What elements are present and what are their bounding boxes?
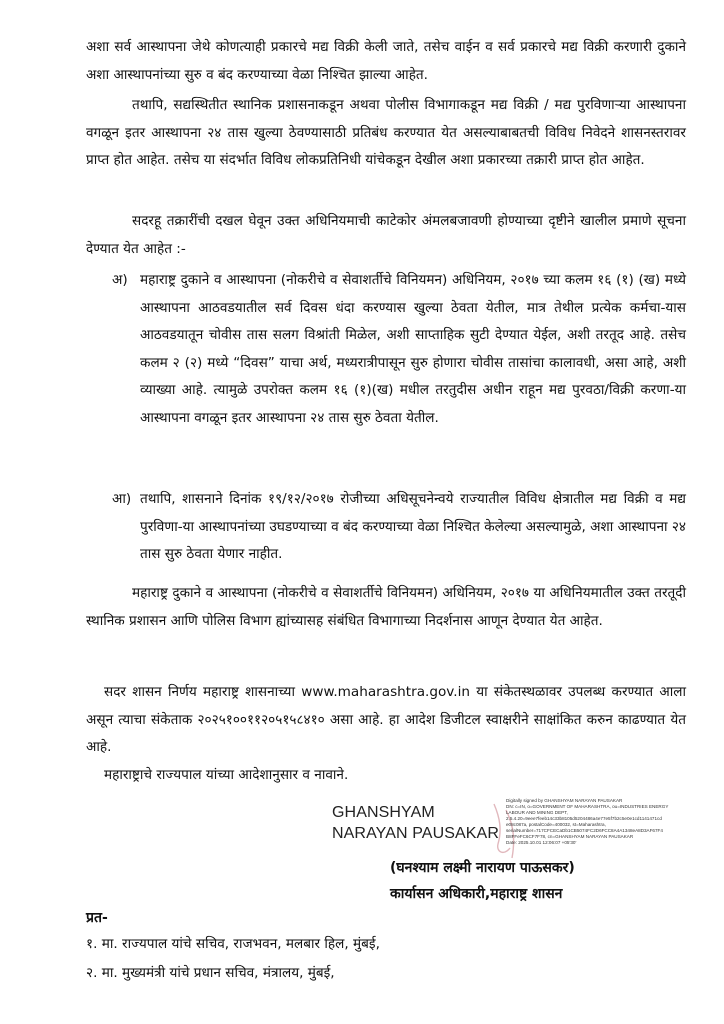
signature-meta-line: DN: c=IN, o=GOVERNMENT OF MAHARASHTRA, ou=INDUSTRIES ENERGY [506,804,669,809]
list-item: १. मा. राज्यपाल यांचे सचिव, राजभवन, मलबार हिल, मुंबई, [86,936,380,952]
paragraph-intro: अशा सर्व आस्थापना जेथे कोणत्याही प्रकारचे मद्य विक्री केली जाते, तसेच वाईन व सर्व प्रकारचे मद्य विक्री करणारी दुकाने अशा आस्थापनांच्या सुरु व बंद करण्याच्या वेळा निश्चित झाल्या आहेत. [86,39,686,83]
signatory-designation: कार्यासन अधिकारी,महाराष्ट्र शासन [390,886,563,902]
signature-meta-line: e08c087a, postalCode=400032, st=Maharashtra, [506,822,606,827]
list-text-b: तथापि, शासनाने दिनांक १९/१२/२०१७ रोजीच्या अधिसूचनेन्वये राज्यातील विविध क्षेत्रातील मद्य विक्री व मद्य पुरविणा-या आस्थापनांच्या उघडण्याच्या व बंद करण्याच्या वेळा निश्चित केलेल्या असल्यामुळे, अशा आस्थापना २४ तास सुरु ठेवता येणार नाहीत. [140,491,686,562]
paragraph-complaints: तथापि, सद्यस्थितीत स्थानिक प्रशासनाकडून अथवा पोलीस विभागाकडून मद्य विक्री / मद्य पुरविणाऱ्या आस्थापना वगळून इतर आस्थापना २४ तास खुल्या ठेवण्यासाठी प्रतिबंध करण्यात येत असल्याबाबतची विविध निवेदने शासनस्तरावर प्राप्त होत आहेत. तसेच या संदर्भात विविध लोकप्रतिनिधी यांचेकडून देखील अशा प्रकारच्या तक्रारी प्राप्त होत आहेत. [86,97,686,168]
signature-meta-line: 2.5.4.20=9eee7feeb14c33b8105d5204486a4e77e5f7b2c5e0e1cd1141471cd [506,816,662,821]
copy-to-heading: प्रत- [86,910,108,926]
list-item: २. मा. मुख्यमंत्री यांचे प्रधान सचिव, मंत्रालय, मुंबई, [86,965,335,981]
signature-name-line1: GHANSHYAM [332,804,435,821]
list-item-b [112,486,686,569]
list-item-a [112,267,686,432]
copy-to-list [86,930,686,988]
list-text-a: महाराष्ट्र दुकाने व आस्थापना (नोकरीचे व सेवाशर्तीचे विनियमन) अधिनियम, २०१७ च्या कलम १६ (१) (ख) मध्ये आस्थापना आठवडयातील सर्व दिवस धंदा करण्यास खुल्या ठेवता येतील, मात्र तेथील प्रत्येक कर्मचा-यास आठवडयातून चोवीस तास सलग विश्रांती मिळेल, अशी साप्ताहिक सुटी देण्यात येईल, अशी तरतूद आहे. तसेच कलम २ (२) मध्ये “दिवस” याचा अर्थ, मध्यरात्रीपासून सुरु होणारा चोवीस तासांचा कालावधी, असा आहे, अशी व्याख्या आहे. त्यामुळे उपरोक्त कलम १६ (१)(ख) मधील तरतुदीस अधीन राहून मद्य पुरवठा/विक्री करणा-या आस्थापना वगळून इतर आस्थापना २४ तास सुरु ठेवता येतील. [140,272,686,426]
signature-meta-line: Date: 2025.10.01 12:06:07 +05'30' [506,840,577,845]
paragraph-governor-order: महाराष्ट्राचे राज्यपाल यांच्या आदेशानुसार व नावाने. [104,767,349,783]
signatory-name: (घनश्याम लक्ष्मी नारायण पाऊसकर) [390,860,575,876]
digital-signature-details [506,798,692,846]
paragraph-website-code: सदर शासन निर्णय महाराष्ट्र शासनाच्या www.maharashtra.gov.in या संकेतस्थळावर उपलब्ध करण्यात आला असून त्याचा संकेताक २०२५१००११२०५१५८४१० असा आहे. हा आदेश डिजीटल स्वाक्षरीने साक्षांकित करुन काढण्यात येत आहे. [86,684,686,755]
signature-name [332,802,502,844]
signature-meta-line: B8FFeFC6CF7F78, cn=GHANSHYAM NARAYAN PAUSAKAR [506,834,634,839]
signature-meta-line: Digitally signed by GHANSHYAM NARAYAN PAUSAKAR [506,798,623,803]
paragraph-instructions: सदरहू तक्रारींची दखल घेवून उक्त अधिनियमाची काटेकोर अंमलबजावणी होण्याच्या दृष्टीने खालील प्रमाणे सूचना देण्यात येत आहेत :- [86,213,686,257]
signatory-block [390,855,680,907]
paragraph-act-provisions: महाराष्ट्र दुकाने व आस्थापना (नोकरीचे व सेवाशर्तीचे विनियमन) अधिनियम, २०१७ या अधिनियमातील उक्त तरतूदी स्थानिक प्रशासन आणि पोलिस विभाग ह्यांच्यासह संबंधित विभागाच्या निदर्शनास आणून देण्यात येत आहेत. [86,585,686,629]
signature-meta-line: LABOUR AND MINING DEPT, [506,810,568,815]
signature-meta-line: serialNumber=717CFCECaDb1CB5074FC2D6FCC8A4A1348eA8D3AF67F4 [506,828,663,833]
list-marker-a: अ) [112,272,128,288]
signature-name-line2: NARAYAN PAUSAKAR [332,825,499,842]
list-marker-b: आ) [112,491,132,507]
